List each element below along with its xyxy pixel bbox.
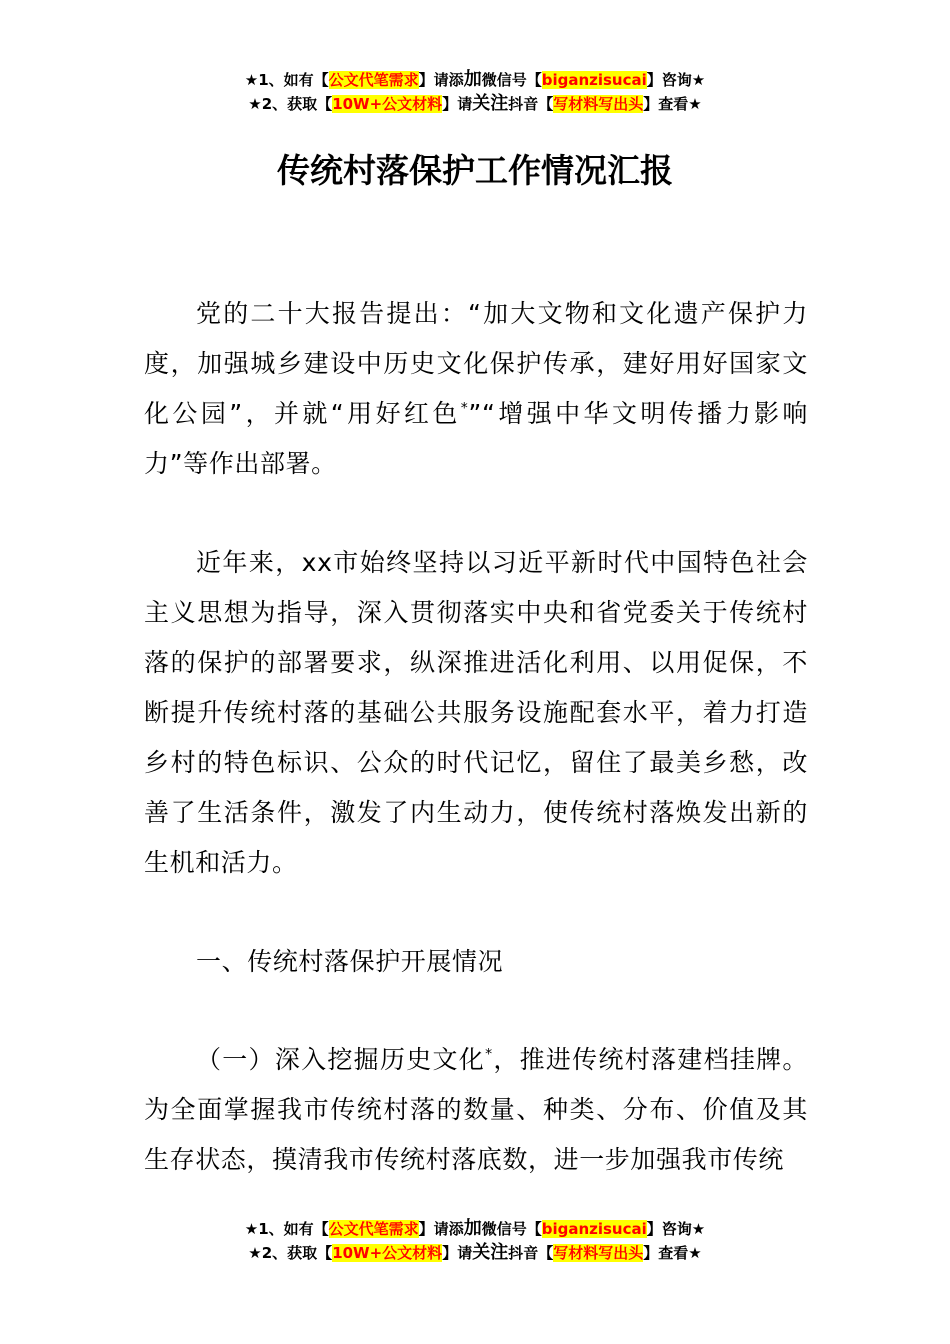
footer-banner-line1	[0, 1217, 950, 1241]
banner-text: 】查看★	[643, 95, 702, 113]
paragraph-text: （一）深入挖掘历史文化	[196, 1045, 486, 1074]
banner-text: ★1、如有【	[244, 1220, 329, 1238]
banner-highlight-materials: 10W+公文材料	[332, 1244, 443, 1262]
banner-text: 】咨询★	[646, 71, 706, 89]
banner-highlight-materials: 10W+公文材料	[332, 95, 443, 113]
banner-text: 抖音【	[508, 95, 554, 113]
asterisk-mark: *	[460, 400, 469, 417]
banner-highlight-wechat-id: biganzisucai	[541, 71, 647, 89]
body-paragraph-1	[144, 289, 808, 489]
banner-highlight-wechat-id: biganzisucai	[541, 1220, 647, 1238]
asterisk-mark: *	[485, 1046, 493, 1063]
banner-text: ★1、如有【	[244, 71, 329, 89]
banner-highlight-douyin-account: 写材料写出头	[553, 95, 644, 113]
banner-text: 微信号【	[481, 1220, 542, 1238]
banner-text: 抖音【	[508, 1244, 554, 1262]
banner-text: 】咨询★	[646, 1220, 706, 1238]
body-paragraph-3	[144, 1035, 808, 1185]
header-banner-line2	[0, 92, 950, 116]
banner-highlight-douyin-account: 写材料写出头	[553, 1244, 644, 1262]
section-heading-1: 一、传统村落保护开展情况	[196, 947, 504, 976]
header-banner	[0, 68, 950, 116]
banner-text: 】请添	[418, 1220, 464, 1238]
paragraph-text: ，推进传统村落建档挂牌。为全面掌握我市传统村落的数量、种类、分布、价值及其生存状态，摸清我市传统村落底数，进一步加强我市传统	[144, 1045, 809, 1174]
banner-text: ★2、获取【	[248, 95, 333, 113]
paragraph-text: 党的二十大报告提出：“加大文物和文化遗产保护力度，加强城乡建设中历史文化保护传承，建好用好国家文化公园”，并就“用好红色	[144, 299, 808, 428]
banner-text: 】请	[442, 95, 473, 113]
body-paragraph-2: 近年来，xx市始终坚持以习近平新时代中国特色社会主义思想为指导，深入贯彻落实中央和省党委关于传统村落的保护的部署要求，纵深推进活化利用、以用促保，不断提升传统村落的基础公共服务设施配套水平，着力打造乡村的特色标识、公众的时代记忆，留住了最美乡愁，改善了生活条件，激发了内生动力，使传统村落焕发出新的生机和活力。	[144, 548, 808, 877]
banner-highlight-service: 公文代笔需求	[328, 1220, 419, 1238]
footer-banner	[0, 1217, 950, 1265]
paragraph-text: ”“增强中华文明传播力影响力”等作出部署。	[144, 399, 808, 478]
header-banner-line1	[0, 68, 950, 92]
footer-banner-line2	[0, 1241, 950, 1265]
banner-highlight-service: 公文代笔需求	[328, 71, 419, 89]
banner-text: 微信号【	[481, 71, 542, 89]
banner-text: 】请添	[418, 71, 464, 89]
banner-emphasis: 关注	[472, 93, 509, 114]
document-title: 传统村落保护工作情况汇报	[277, 151, 673, 190]
banner-text: 】请	[442, 1244, 473, 1262]
banner-text: ★2、获取【	[248, 1244, 333, 1262]
banner-emphasis: 关注	[472, 1242, 509, 1263]
banner-emphasis: 加	[463, 1218, 482, 1239]
banner-emphasis: 加	[463, 69, 482, 90]
banner-text: 】查看★	[643, 1244, 702, 1262]
